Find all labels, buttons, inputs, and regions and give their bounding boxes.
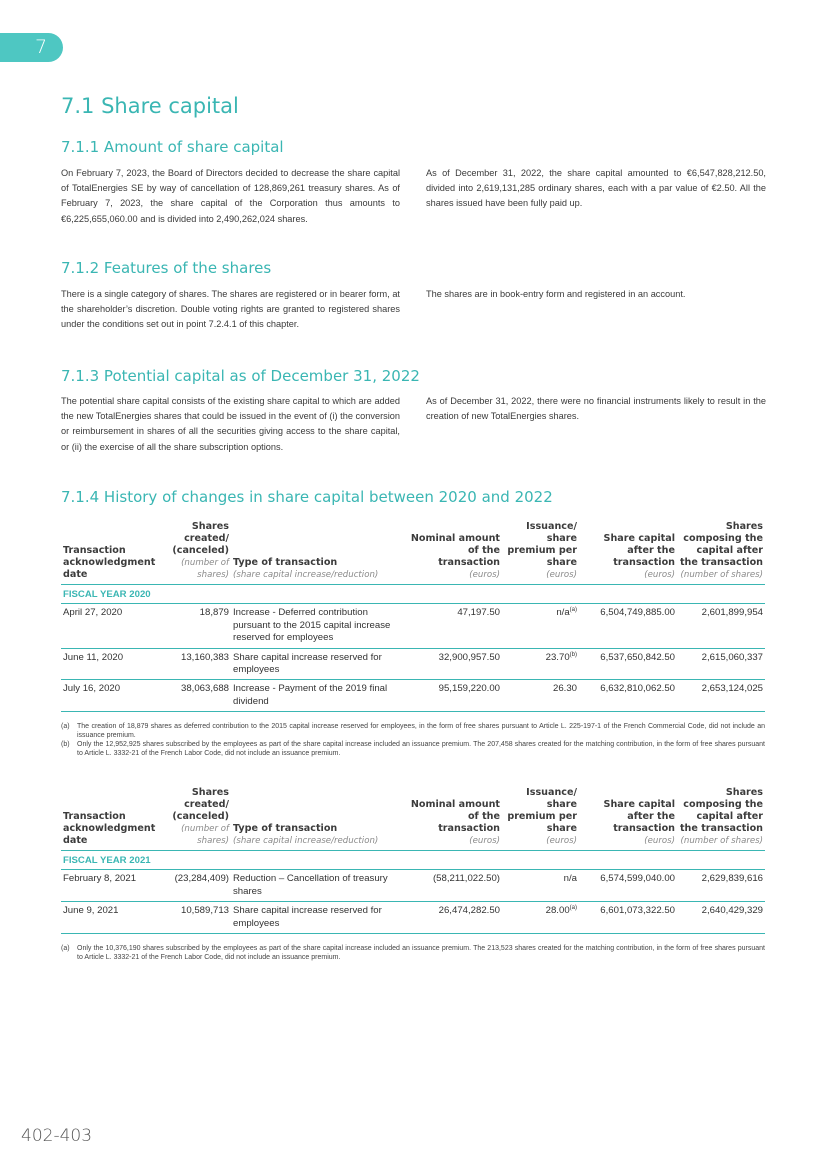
cell-date: February 8, 2021	[61, 870, 165, 902]
col-header-premium: Issuance/ share premium per share (euros)	[502, 787, 579, 851]
heading-7-1-4: 7.1.4 History of changes in share capital between 2020 and 2022	[61, 488, 553, 506]
features-shares-text-left: There is a single category of shares. The shares are registered or in bearer form, at the shareholder’s discretion. Double voting rights are granted to registered shares under the conditions set out in point 7.2.4.1 of this chapter.	[61, 289, 400, 330]
cell-premium: $n/a^{(a)}$	[502, 604, 579, 648]
table-row	[61, 902, 765, 934]
cell-shares: 10,589,713	[165, 902, 231, 934]
cell-nominal: 47,197.50	[406, 604, 502, 648]
cell-premium: 26.30	[502, 680, 579, 712]
col-header-composing: Shares composing the capital after the transaction (number of shares)	[677, 787, 765, 851]
footnote-text: Only the 10,376,190 shares subscribed by the employees as part of the share capital increase included an issuance premium. The 213,523 shares created for the matching contribution, in the form of free shares pursuant to Article L. 3332-21 of the French Labor Code, did not include an issuance premium.	[77, 945, 765, 961]
footnotes-2020	[61, 722, 765, 758]
cell-premium: 23.70$^{(b)}$	[502, 648, 579, 680]
col-header-nominal: Nominal amount of the transaction (euros)	[406, 787, 502, 851]
cell-capital: 6,632,810,062.50	[579, 680, 677, 712]
cell-type: Increase - Payment of the 2019 final dividend	[231, 680, 406, 712]
heading-7-1-2: 7.1.2 Features of the shares	[61, 259, 272, 277]
cell-type: Increase - Deferred contribution pursuant to the 2015 capital increase reserved for employees	[231, 604, 406, 648]
cell-capital: 6,504,749,885.00	[579, 604, 677, 648]
col-header-composing: Shares composing the capital after the transaction (number of shares)	[677, 521, 765, 585]
cell-capital: 6,601,073,322.50	[579, 902, 677, 934]
history-table-2021	[61, 787, 765, 934]
cell-composing: 2,615,060,337	[677, 648, 765, 680]
table-header-row	[61, 787, 765, 851]
fiscal-year-label: FISCAL YEAR 2020	[61, 585, 765, 604]
cell-shares: (23,284,409)	[165, 870, 231, 902]
cell-type: Share capital increase reserved for employees	[231, 648, 406, 680]
cell-nominal: 26,474,282.50	[406, 902, 502, 934]
potential-capital-text-left: The potential share capital consists of the existing share capital to which are added the new TotalEnergies shares that could be issued in the event of (i) the conversion or reimbursement in shares of all the securities giving access to the share capital, or (ii) the exercise of all the share subscription options.	[61, 396, 400, 452]
footnote-text: The creation of 18,879 shares as deferred contribution to the 2015 capital increase reserved for employees, in the form of free shares pursuant to Article L. 225-197-1 of the French Commercial Code, did not include an issuance premium.	[77, 723, 765, 739]
cell-type: Reduction – Cancellation of treasury shares	[231, 870, 406, 902]
footnote-text: Only the 12,952,925 shares subscribed by the employees as part of the share capital increase included an issuance premium. The 207,458 shares created for the matching contribution, in the form of free shares pursuant to Article L. 3332-21 of the French Labor Code, did not include an issuance premium.	[77, 741, 765, 757]
cell-composing: 2,629,839,616	[677, 870, 765, 902]
page-number: 402-403	[21, 1126, 93, 1146]
cell-shares: 38,063,688	[165, 680, 231, 712]
cell-capital: 6,574,599,040.00	[579, 870, 677, 902]
table-header-row	[61, 521, 765, 585]
table-row	[61, 680, 765, 712]
cell-date: June 9, 2021	[61, 902, 165, 934]
footnote-label: (b)	[61, 741, 70, 748]
chapter-tab: 7	[0, 33, 63, 62]
amount-capital-text-right: As of December 31, 2022, the share capital amounted to €6,547,828,212.50, divided into 2,619,131,285 ordinary shares, each with a par value of €2.50. All the shares issued have been fully paid up.	[426, 168, 766, 209]
cell-composing: 2,653,124,025	[677, 680, 765, 712]
cell-date: July 16, 2020	[61, 680, 165, 712]
col-header-type: Type of transaction (share capital increase/reduction)	[231, 787, 406, 851]
cell-premium: 28.00$^{(a)}$	[502, 902, 579, 934]
col-header-type: Type of transaction (share capital increase/reduction)	[231, 521, 406, 585]
amount-capital-text-left: On February 7, 2023, the Board of Directors decided to decrease the share capital of TotalEnergies SE by way of cancellation of 128,869,261 treasury shares. As of February 7, 2023, the share capital of the Corporation thus amounts to €6,225,655,060.00 and is divided into 2,490,262,024 shares.	[61, 168, 400, 224]
col-header-shares: Shares created/ (canceled) (number of shares)	[165, 787, 231, 851]
cell-shares: 18,879	[165, 604, 231, 648]
footnotes-2021	[61, 944, 765, 962]
potential-capital-text-right: As of December 31, 2022, there were no financial instruments likely to result in the creation of new TotalEnergies shares.	[426, 396, 766, 422]
col-header-capital: Share capital after the transaction (euros)	[579, 787, 677, 851]
cell-date: April 27, 2020	[61, 604, 165, 648]
heading-7-1-1: 7.1.1 Amount of share capital	[61, 138, 284, 156]
table-row	[61, 604, 765, 648]
cell-premium: n/a	[502, 870, 579, 902]
cell-capital: 6,537,650,842.50	[579, 648, 677, 680]
cell-shares: 13,160,383	[165, 648, 231, 680]
cell-nominal: (58,211,022.50)	[406, 870, 502, 902]
heading-7-1-3: 7.1.3 Potential capital as of December 31, 2022	[61, 367, 420, 385]
cell-type: Share capital increase reserved for employees	[231, 902, 406, 934]
table-row	[61, 870, 765, 902]
col-header-date: Transaction acknowledgment date	[61, 787, 165, 851]
cell-composing: 2,601,899,954	[677, 604, 765, 648]
table-row	[61, 648, 765, 680]
history-table-2020	[61, 521, 765, 712]
cell-nominal: 95,159,220.00	[406, 680, 502, 712]
features-shares-text-right: The shares are in book-entry form and registered in an account.	[426, 289, 686, 299]
col-header-nominal: Nominal amount of the transaction (euros)	[406, 521, 502, 585]
footnote-label: (a)	[61, 723, 70, 730]
col-header-shares: Shares created/ (canceled) (number of shares)	[165, 521, 231, 585]
cell-date: June 11, 2020	[61, 648, 165, 680]
section-title: 7.1 Share capital	[61, 94, 239, 118]
col-header-date: Transaction acknowledgment date	[61, 521, 165, 585]
fiscal-year-label: FISCAL YEAR 2021	[61, 851, 765, 870]
footnote-label: (a)	[61, 945, 70, 952]
cell-composing: 2,640,429,329	[677, 902, 765, 934]
col-header-capital: Share capital after the transaction (euros)	[579, 521, 677, 585]
cell-nominal: 32,900,957.50	[406, 648, 502, 680]
col-header-premium: Issuance/ share premium per share (euros)	[502, 521, 579, 585]
